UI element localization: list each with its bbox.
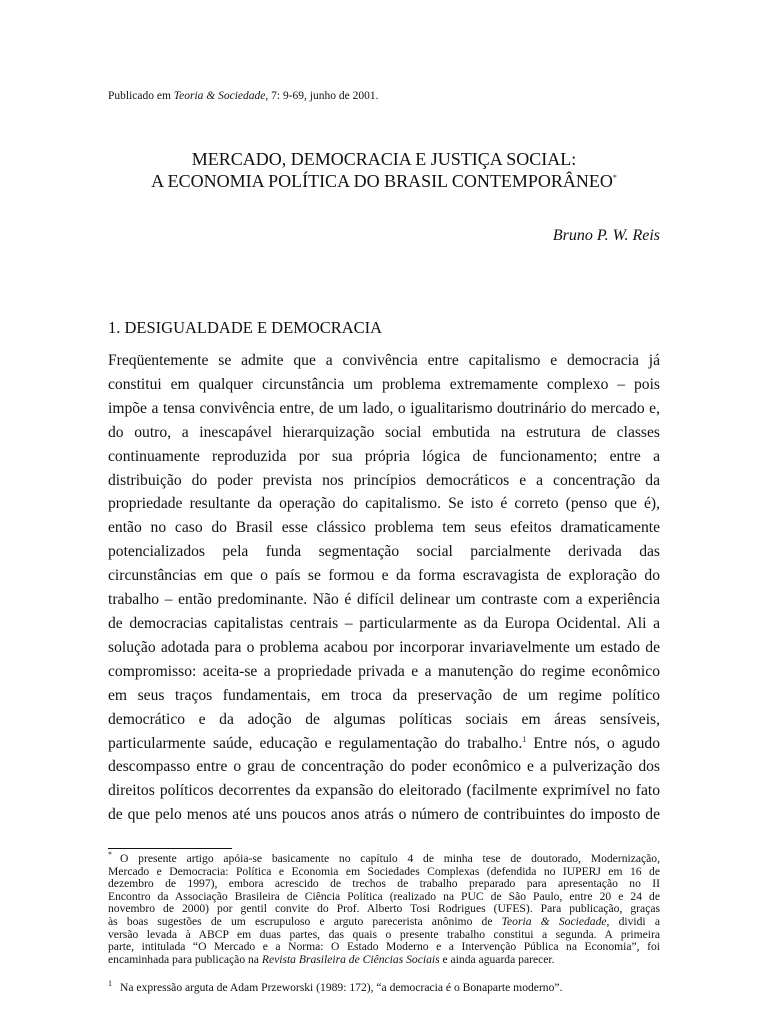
footnote-1-line-text: Encontro da Associação Brasileira de Ciência Política (realizado na PUC de São Paulo, entre 20 e 24 de	[108, 889, 660, 903]
footnote-journal-name: Revista Brasileira de Ciências Sociais	[261, 952, 440, 966]
title-line-1: MERCADO, DEMOCRACIA E JUSTIÇA SOCIAL:	[191, 149, 577, 169]
body-line	[108, 779, 660, 803]
body-line-text: trabalho – então predominante. Não é difícil delinear um contraste com a experiência	[108, 591, 660, 609]
body-line	[108, 397, 660, 421]
section-heading: 1. DESIGUALDADE E DEMOCRACIA	[108, 318, 383, 337]
body-line	[108, 349, 660, 373]
body-line-text: então no caso do Brasil esse clássico problema tem seus efeitos dramaticamente	[108, 519, 660, 537]
publication-note	[108, 90, 378, 102]
title-line-2-text: A ECONOMIA POLÍTICA DO BRASIL CONTEMPORÂNEO	[151, 171, 613, 191]
footnote-1-line-text: encaminhada para publicação na	[108, 952, 262, 966]
footnote-2-mark: 1	[108, 979, 112, 989]
body-line-text: propriedade resultante da operação do capitalismo. Se isto é correto (penso que é),	[108, 495, 660, 513]
footnote-1-line-text: O presente artigo apóia-se basicamente no capítulo 4 de minha tese de doutorado, Modernização,	[120, 852, 660, 865]
body-line-text: distribuição do poder prevista nos princípios democráticos e a concentração da	[108, 471, 660, 489]
footnote-2-text: Na expressão arguta de Adam Przeworski (1989: 172), “a democracia é o Bonaparte moderno”.	[120, 981, 563, 994]
body-paragraph	[108, 349, 660, 827]
body-line	[108, 373, 660, 397]
footnote-1-mark: *	[108, 850, 112, 860]
body-line-text: potencializados pela funda segmentação social parcialmente derivada das	[108, 543, 660, 561]
body-line	[108, 564, 660, 588]
body-line-text: constitui em qualquer circunstância um problema extremamente complexo – pois	[108, 375, 660, 393]
body-line-text: Freqüentemente se admite que a convivência entre capitalismo e democracia já	[108, 352, 660, 369]
body-line	[108, 755, 660, 779]
footnote-1-line-text: dezembro de 1997), embora acrescido de trechos de trabalho preparado para apresentação no II	[108, 877, 660, 891]
title-footnote-mark[interactable]: *	[612, 173, 617, 182]
body-line	[108, 469, 660, 493]
body-line-text: de que pelo menos até uns poucos anos atrás o número de contribuintes do imposto de	[108, 806, 660, 824]
body-line	[108, 732, 660, 756]
footnote-1-line-text: parte, intitulada “O Mercado e a Norma: O Estado Moderno e a Intervenção Pública na Economia”, foi	[108, 940, 660, 954]
body-line	[108, 684, 660, 708]
footnote-1-line-text: Mercado e Democracia: Política e Economia em Sociedades Complexas (defendida no IUPERJ em 16 de	[108, 864, 660, 878]
body-line-text: particularmente saúde, educação e regulamentação do trabalho.	[108, 734, 523, 752]
footnote-1-line-tail: , dividi a	[606, 914, 660, 928]
body-line-text: descompasso entre o grau de concentração do poder econômico e a pulverização dos	[108, 758, 660, 776]
body-line	[108, 445, 660, 469]
footnote-2	[108, 981, 562, 994]
body-line	[108, 421, 660, 445]
body-line	[108, 540, 660, 564]
body-line-text: em seus traços fundamentais, em troca da preservação de um regime político	[108, 686, 660, 704]
body-line-text: compromisso: aceita-se a propriedade privada e a manutenção do regime econômico	[108, 662, 660, 680]
footnote-journal-name: Teoria & Sociedade	[501, 914, 607, 928]
body-line-text: direitos políticos decorrentes da expansão do eleitorado (facilmente exprimível no fato	[108, 782, 660, 800]
footnote-1-line-text: às boas sugestões de um escrupuloso e arguto parecerista anônimo de	[108, 914, 502, 928]
journal-name: Teoria & Sociedade	[173, 90, 266, 102]
body-line	[108, 708, 660, 732]
body-line-text: democrático e da adoção de algumas políticas sociais em áreas sensíveis,	[108, 710, 660, 728]
body-line-text: do outro, a inescapável hierarquização social embutida na estrutura de classes	[108, 423, 660, 441]
footnote-1-line-text: versão levada à ABCP em duas partes, das quais o presente trabalho constitui a segunda. A primeira	[108, 927, 660, 941]
footnote-1-line-text: novembro de 2000) por gentil convite do Prof. Alberto Tosi Rodrigues (UFES). Para publicação, graças	[108, 902, 660, 916]
footnote-divider	[108, 848, 232, 849]
body-line	[108, 612, 660, 636]
footnote-1-reference[interactable]: 1	[522, 734, 527, 744]
body-line	[108, 492, 660, 516]
footnote-1	[108, 850, 660, 966]
body-line-text: solução adotada para o problema acabou por incorporar invariavelmente um estado de	[108, 638, 660, 656]
body-line-tail: Entre nós, o agudo	[526, 734, 660, 752]
body-line-text: de democracias capitalistas centrais – particularmente as da Europa Ocidental. Ali a	[108, 614, 660, 632]
publication-prefix: Publicado em	[108, 90, 174, 102]
author-name: Bruno P. W. Reis	[552, 227, 660, 244]
body-line-text: circunstâncias em que o país se formou e da forma escravagista de exploração do	[108, 567, 660, 585]
body-line	[108, 636, 660, 660]
title-line-2	[108, 170, 660, 193]
body-line-text: impõe a tensa convivência entre, de um lado, o igualitarismo doutrinário do mercado e,	[108, 399, 660, 417]
publication-details: , 7: 9-69, junho de 2001.	[265, 90, 379, 102]
footnote-1-line-tail: e ainda aguarda parecer.	[439, 952, 555, 966]
body-line	[108, 516, 660, 540]
body-line	[108, 660, 660, 684]
body-line	[108, 803, 660, 827]
footnote-1-line	[108, 954, 660, 967]
body-line-text: continuamente reproduzida por sua própria lógica de funcionamento; entre a	[108, 447, 660, 465]
body-line	[108, 588, 660, 612]
